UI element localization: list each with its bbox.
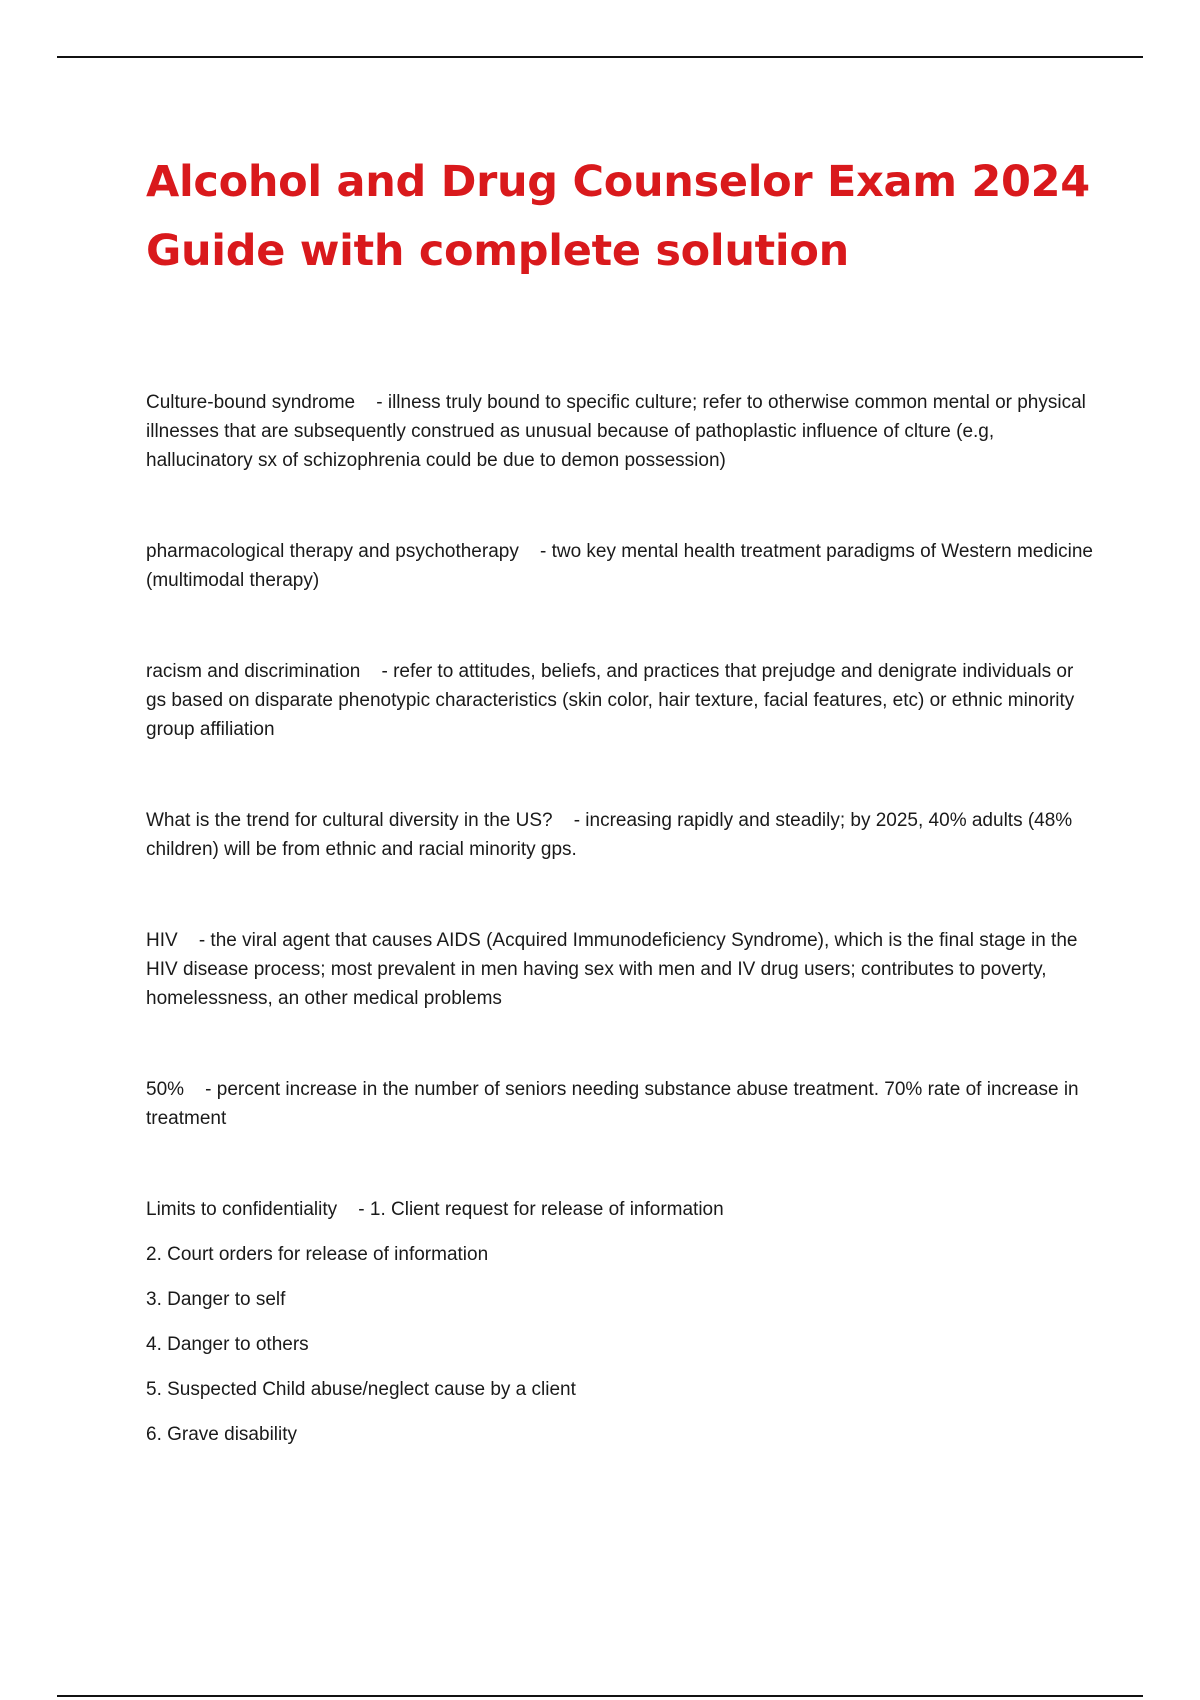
entry-term: Culture-bound syndrome [146, 392, 356, 413]
entry-limits-to-confidentiality [146, 1195, 1096, 1449]
top-rule [57, 56, 1143, 58]
entry-definition: - increasing rapidly and steadily; by 2025, 40% adults (48% children) will be from ethnic and racial minority gps. [146, 810, 1073, 860]
entry-definition: - the viral agent that causes AIDS (Acquired Immunodeficiency Syndrome), which is the final stage in the HIV disease process; most prevalent in men having sex with men and IV drug users; contributes to poverty, homelessness, an other medical problems [146, 930, 1078, 1009]
entry-definition: - 1. Client request for release of information [358, 1199, 724, 1220]
list-item: 4. Danger to others [146, 1334, 309, 1355]
limits-heading [146, 1195, 1096, 1224]
entry-therapy-paradigms [146, 537, 1096, 595]
entry-term: racism and discrimination [146, 661, 361, 682]
flashcard-list [146, 388, 1096, 1449]
limits-list [146, 1240, 1096, 1449]
list-item: 6. Grave disability [146, 1424, 298, 1445]
bottom-rule [57, 1695, 1143, 1697]
list-item: 2. Court orders for release of information [146, 1244, 489, 1265]
entry-seniors-treatment [146, 1075, 1096, 1133]
entry-term: 50% [146, 1079, 185, 1100]
entry-hiv [146, 926, 1096, 1013]
entry-cultural-diversity-trend [146, 806, 1096, 864]
entry-term: HIV [146, 930, 178, 951]
entry-racism-discrimination [146, 657, 1096, 744]
list-item: 5. Suspected Child abuse/neglect cause by a client [146, 1379, 576, 1400]
entry-term: pharmacological therapy and psychotherapy [146, 541, 519, 562]
entry-culture-bound-syndrome [146, 388, 1096, 475]
entry-definition: - two key mental health treatment paradigms of Western medicine (multimodal therapy) [146, 541, 1093, 591]
entry-term: Limits to confidentiality [146, 1199, 338, 1220]
entry-definition: - illness truly bound to specific culture; refer to otherwise common mental or physical illnesses that are subsequently construed as unusual because of pathoplastic influence of clture (e.g, hallucinatory sx of schizophrenia could be due to demon possession) [146, 392, 1086, 471]
entry-definition: - refer to attitudes, beliefs, and practices that prejudge and denigrate individuals or gs based on disparate phenotypic characteristics (skin color, hair texture, facial features, etc) or ethnic minority group affiliation [146, 661, 1075, 740]
list-item: 3. Danger to self [146, 1289, 286, 1310]
entry-definition: - percent increase in the number of seniors needing substance abuse treatment. 70% rate of increase in treatment [146, 1079, 1079, 1129]
entry-term: What is the trend for cultural diversity in the US? [146, 810, 553, 831]
document-title: Alcohol and Drug Counselor Exam 2024 Guide with complete solution [146, 157, 1090, 276]
